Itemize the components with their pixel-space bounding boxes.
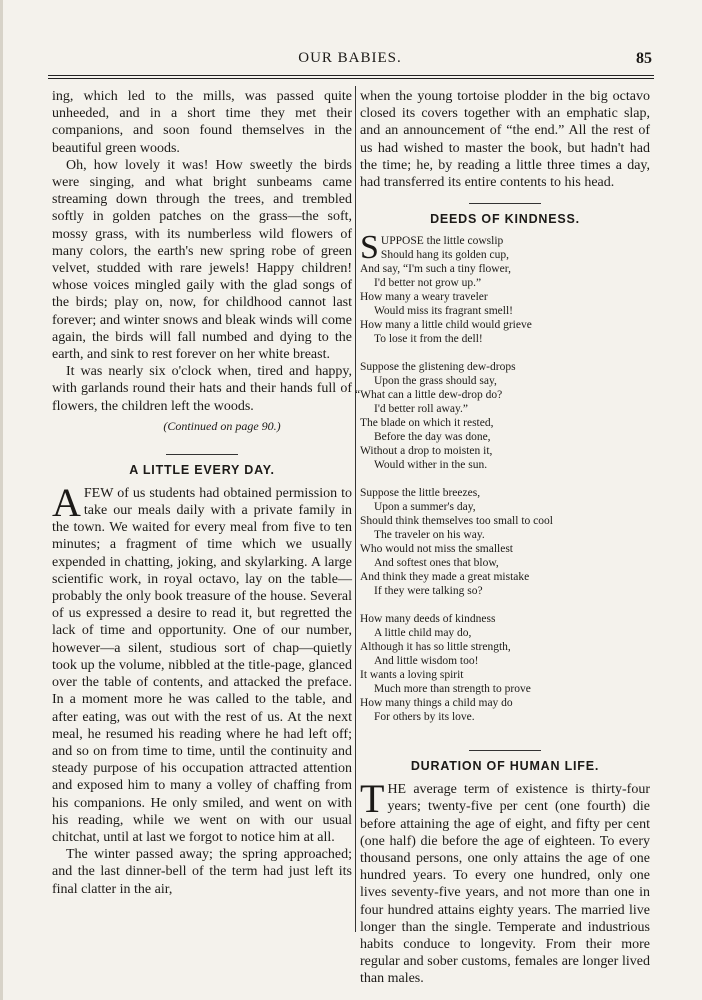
poem-line: Although it has so little strength, xyxy=(360,641,511,654)
header-rule xyxy=(48,75,654,76)
drop-cap: S xyxy=(360,229,379,267)
poem-line: If they were talking so? xyxy=(374,585,483,598)
poem xyxy=(355,229,650,724)
section-divider xyxy=(469,750,541,751)
essay-paragraph: The winter passed away; the spring approached; and the last dinner-bell of the term had just left its final clatter in the air, xyxy=(52,847,352,897)
section-divider xyxy=(166,454,238,455)
essay-title: A LITTLE EVERY DAY. xyxy=(129,462,275,477)
essay-paragraph xyxy=(52,479,352,846)
column-divider xyxy=(355,86,356,932)
poem-line: Should hang its golden cup, xyxy=(380,249,510,262)
poem-stanza xyxy=(360,486,650,598)
poem-line: Suppose the little breezes, xyxy=(360,487,481,500)
poem-line: How many a little child would grieve xyxy=(360,319,532,332)
poem-line: Would wither in the sun. xyxy=(374,459,488,472)
drop-cap: A xyxy=(52,479,81,525)
poem-line: Before the day was done, xyxy=(374,431,491,444)
page-edge xyxy=(0,0,3,1000)
poem-line: The blade on which it rested, xyxy=(360,417,494,430)
poem-stanza xyxy=(355,360,650,472)
poem-line: And say, “I'm such a tiny flower, xyxy=(360,263,511,276)
story-paragraph: It was nearly six o'clock when, tired and happy, with garlands round their hats and their hands full of flowers, the children left the woods. xyxy=(52,364,352,414)
poem-stanza xyxy=(360,229,650,346)
poem-stanza xyxy=(360,612,650,724)
poem-line: How many deeds of kindness xyxy=(360,613,496,626)
poem-line: Who would not miss the smallest xyxy=(360,543,514,556)
article-paragraph xyxy=(360,776,650,987)
left-column xyxy=(52,88,352,898)
story-paragraph: ing, which led to the mills, was passed quite unheeded, and in a short time they met their companions, and soon found themselves in the beautiful green woods. xyxy=(52,89,352,156)
poem-line: Would miss its fragrant smell! xyxy=(374,305,513,318)
poem-line: Much more than strength to prove xyxy=(374,683,531,696)
header-rule-double xyxy=(48,78,654,79)
poem-line: For others by its love. xyxy=(374,711,475,724)
poem-line: And think they made a great mistake xyxy=(360,571,530,584)
poem-title: DEEDS OF KINDNESS. xyxy=(430,212,580,227)
drop-cap: T xyxy=(360,776,385,822)
poem-line: Upon the grass should say, xyxy=(374,375,497,388)
poem-line: The traveler on his way. xyxy=(374,529,485,542)
running-head xyxy=(48,50,652,74)
poem-line: Upon a summer's day, xyxy=(374,501,476,514)
section-divider xyxy=(469,203,541,204)
poem-line: Should think themselves too small to cool xyxy=(360,515,553,528)
essay-paragraph-text: FEW of us students had obtained permission to take our meals daily with a private family in the town. We waited for every meal from five to ten minutes; a fragment of time which we usually expended in chatting, joking, and skylarking. A large scientific work, in royal octavo, lay on the table—probably the only book treasure of the house. Several of us expressed a desire to read it, but regretted the lack of time and opportunity. One of our number, however—a silent, studious sort of chap—quietly took up the volume, nibbled at the title-page, glanced over the table of contents, and attacked the preface. In a moment more he was called to the table, and after eating, was out with the rest of us. At the next meal, he resumed his reading where he had left off; and so on from time to time, until the continuity and steady purpose of his occupation attracted attention and exposed him to many a volley of chaffing from his companions. He only smiled, and went on with his reading, while we went on with our usual chitchat, until at last we forgot to notice him at all. xyxy=(52,485,352,845)
essay-conclusion: when the young tortoise plodder in the big octavo closed its covers together with an emphatic slap, and an announcement of “the end.” All the rest of us had wished to master the book, but hadn't had the time; he, by reading a little three times a day, had transferred its entire contents to his head. xyxy=(360,89,650,191)
poem-line: Suppose the glistening dew-drops xyxy=(360,361,516,374)
running-title: OUR BABIES. xyxy=(298,50,402,66)
poem-line: How many a weary traveler xyxy=(360,291,488,304)
article-text: HE average term of existence is thirty-four years; twenty-five per cent (one fourth) die before attaining the age of eight, and fifty per cent (one half) die before the age of eighteen. To every thousand persons, one only attains the age of one hundred years. To every one hundred, only one lives seventy-five years, and not more than one in four hundred attains eighty years. The married live longer than the single. Temperate and industrious habits conduce to longevity. From their more regular and sober customs, females are longer lived than males. xyxy=(360,782,650,987)
poem-line: Without a drop to moisten it, xyxy=(360,445,493,458)
poem-line: UPPOSE the little cowslip xyxy=(380,235,504,248)
poem-line: A little child may do, xyxy=(374,627,472,640)
page-number: 85 xyxy=(636,50,652,67)
continued-note: (Continued on page 90.) xyxy=(163,418,281,433)
poem-line: And little wisdom too! xyxy=(374,655,479,668)
poem-line: How many things a child may do xyxy=(360,697,513,710)
poem-line: I'd better not grow up.” xyxy=(374,277,482,290)
poem-line: It wants a loving spirit xyxy=(360,669,464,682)
story-paragraph: Oh, how lovely it was! How sweetly the birds were singing, and what bright sunbeams came streaming down through the trees, and trembled softly in golden patches on the grass—the soft, mossy grass, with its numberless wild flowers of many colors, the earth's new spring robe of green velvet, studded with rare jewels! Happy children! whose voices mingled gaily with the glad songs of the birds; play on, now, for childhood cannot last forever; and winter snows and bleak winds will come again, the birds will fall numbed and dying to the earth, and sink to rest forever on her white breast. xyxy=(52,157,352,363)
poem-line: I'd better roll away.” xyxy=(374,403,468,416)
poem-line: And softest ones that blow, xyxy=(374,557,499,570)
right-column xyxy=(355,88,650,988)
article-title: DURATION OF HUMAN LIFE. xyxy=(410,759,600,774)
poem-line: To lose it from the dell! xyxy=(374,333,483,346)
poem-line: “What can a little dew-drop do? xyxy=(355,389,503,402)
